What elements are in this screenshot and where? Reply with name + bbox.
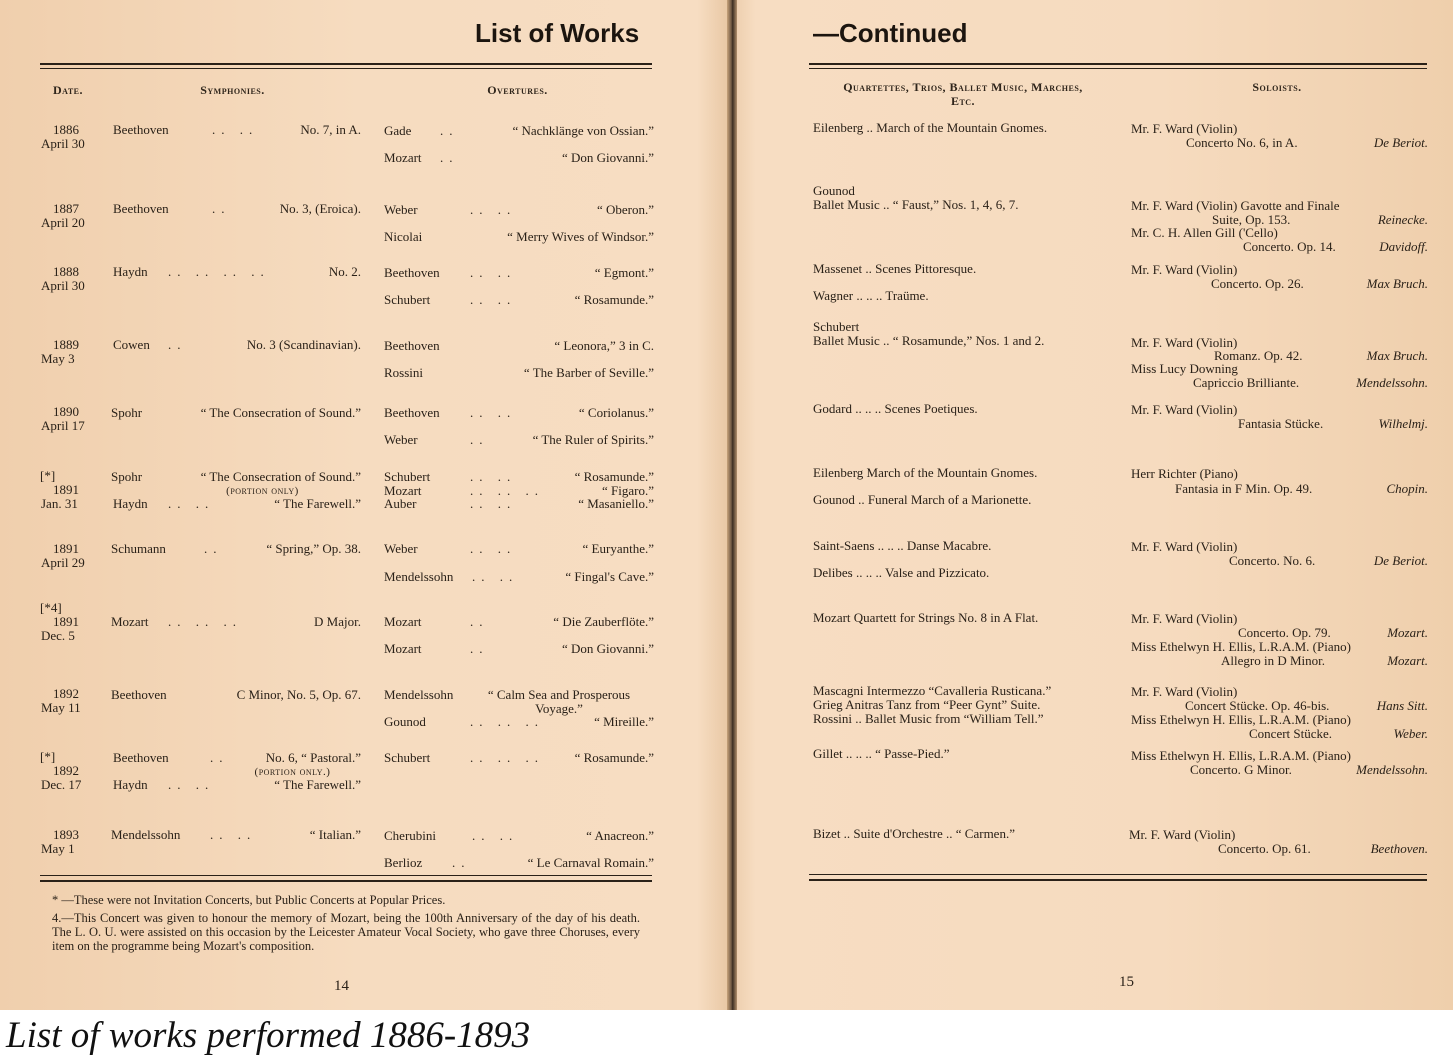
soloist-composer: Max Bruch.	[1366, 276, 1428, 291]
soloist-piece: Fantasia in F Min. Op. 49.	[1175, 481, 1313, 496]
overture-work: “ Anacreon.”	[586, 828, 654, 843]
overture-composer: Mendelssohn	[384, 687, 454, 702]
work-line: Mozart Quartett for Strings No. 8 in A Flat.	[813, 610, 1039, 625]
symphony-work: “ The Farewell.”	[274, 496, 361, 511]
soloist-piece: Suite, Op. 153.	[1212, 212, 1291, 227]
overture-work: “ Nachklänge von Ossian.”	[512, 123, 654, 138]
concert-day: Dec. 17	[41, 777, 82, 792]
symphony-composer: Spohr	[111, 469, 143, 484]
concert-day: Jan. 31	[41, 496, 78, 511]
concert-day: April 30	[41, 278, 85, 293]
page-number: 15	[1119, 974, 1134, 990]
symphony-composer: Haydn	[113, 777, 148, 792]
overture-composer: Cherubini	[384, 828, 436, 843]
work-line: Eilenberg March of the Mountain Gnomes.	[813, 465, 1038, 480]
soloist-composer: Weber.	[1393, 726, 1428, 741]
symphony-work: “ Spring,” Op. 38.	[266, 541, 361, 556]
concert-year: 1886	[53, 122, 79, 137]
work-line: Gounod	[813, 183, 855, 198]
overture-composer: Mozart	[384, 614, 422, 629]
concert-day: May 1	[41, 841, 75, 856]
work-line: Grieg Anitras Tanz from “Peer Gynt” Suite.	[813, 697, 1041, 712]
soloist-piece: Concerto. Op. 26.	[1211, 276, 1304, 291]
soloist-piece: Concerto No. 6, in A.	[1186, 135, 1298, 150]
concert-day: April 20	[41, 215, 85, 230]
concert-mark: [*4]	[40, 600, 62, 615]
overture-composer: Beethoven	[384, 405, 440, 420]
work-line: Delibes .. .. .. Valse and Pizzicato.	[813, 565, 990, 580]
concert-year: 1890	[53, 404, 79, 419]
overture-composer: Schubert	[384, 469, 431, 484]
concert-mark: [*]	[40, 749, 56, 764]
header-rule-thin	[809, 68, 1427, 69]
overture-work: “ Don Giovanni.”	[561, 641, 654, 656]
work-line: Gounod .. Funeral March of a Marionette.	[813, 492, 1032, 507]
column-header-symphonies: Symphonies.	[200, 83, 265, 97]
symphony-work: No. 7, in A.	[300, 122, 361, 137]
page-number: 14	[334, 978, 349, 994]
overture-work: “ Euryanthe.”	[582, 541, 654, 556]
soloist-name: Mr. F. Ward (Violin)	[1129, 827, 1236, 842]
concert-day: Dec. 5	[41, 628, 75, 643]
soloist-piece: Concerto. Op. 61.	[1218, 841, 1311, 856]
symphony-work: “ The Farewell.”	[274, 777, 361, 792]
image-caption: List of works performed 1886-1893	[6, 1015, 531, 1056]
symphony-work: C Minor, No. 5, Op. 67.	[236, 687, 361, 702]
soloist-name: Mr. F. Ward (Violin)	[1131, 262, 1238, 277]
work-line: Ballet Music .. “ Faust,” Nos. 1, 4, 6, 7.	[813, 197, 1019, 212]
symphony-composer: Haydn	[113, 264, 148, 279]
work-line: Godard .. .. .. Scenes Poetiques.	[813, 401, 978, 416]
soloist-name: Mr. F. Ward (Violin)	[1131, 684, 1238, 699]
soloist-name: Mr. F. Ward (Violin)	[1131, 121, 1238, 136]
overture-composer: Weber	[384, 541, 418, 556]
work-line: Rossini .. Ballet Music from “William Tell.”	[813, 711, 1044, 726]
overture-composer: Gounod	[384, 714, 426, 729]
overture-work: “ Coriolanus.”	[578, 405, 654, 420]
soloist-piece: Concerto. G Minor.	[1190, 762, 1292, 777]
symphony-work: D Major.	[314, 614, 361, 629]
symphony-work: “ The Consecration of Sound.”	[200, 469, 361, 484]
work-line: Eilenberg .. March of the Mountain Gnomes.	[813, 120, 1048, 135]
overture-composer: Weber	[384, 202, 418, 217]
symphony-work: No. 6, “ Pastoral.”	[265, 750, 361, 765]
overture-work: “ Die Zauberflöte.”	[553, 614, 654, 629]
overture-composer: Schubert	[384, 292, 431, 307]
soloist-piece: Concerto. Op. 79.	[1238, 625, 1331, 640]
column-header-soloists: Soloists.	[1252, 80, 1302, 94]
overture-work: “ Rosamunde.”	[574, 469, 654, 484]
header-rule	[809, 63, 1427, 65]
symphony-work: No. 3, (Eroica).	[279, 201, 361, 216]
column-header-overtures: Overtures.	[487, 83, 548, 97]
soloist-composer: Mozart.	[1387, 653, 1428, 668]
book-gutter	[727, 0, 737, 1010]
work-line: Ballet Music .. “ Rosamunde,” Nos. 1 and 2.	[813, 333, 1045, 348]
soloist-composer: Max Bruch.	[1366, 348, 1428, 363]
soloist-name: Mr. F. Ward (Violin)	[1131, 402, 1238, 417]
concert-day: April 17	[41, 418, 85, 433]
symphony-composer: Beethoven	[111, 687, 167, 702]
symphony-composer: Spohr	[111, 405, 143, 420]
soloist-piece: Concerto. Op. 14.	[1243, 239, 1336, 254]
soloist-piece: Romanz. Op. 42.	[1214, 348, 1303, 363]
soloist-name: Miss Ethelwyn H. Ellis, L.R.A.M. (Piano)	[1131, 712, 1351, 727]
symphony-composer: Beethoven	[113, 122, 169, 137]
overture-work: “ Merry Wives of Windsor.”	[507, 229, 654, 244]
work-line: Massenet .. Scenes Pittoresque.	[813, 261, 977, 276]
symphony-note: (portion only)	[226, 485, 299, 497]
concert-year: 1891	[53, 614, 79, 629]
work-line: Bizet .. Suite d'Orchestre .. “ Carmen.”	[813, 826, 1015, 841]
header-rule	[40, 63, 652, 65]
symphony-composer: Cowen	[113, 337, 150, 352]
overture-work: “ Don Giovanni.”	[561, 150, 654, 165]
concert-year: 1887	[53, 201, 79, 216]
overture-composer: Gade	[384, 123, 412, 138]
soloist-name: Mr. F. Ward (Violin)	[1131, 335, 1238, 350]
soloist-piece: Capriccio Brilliante.	[1193, 375, 1300, 390]
soloist-name: Miss Ethelwyn H. Ellis, L.R.A.M. (Piano)	[1131, 748, 1351, 763]
soloist-name: Herr Richter (Piano)	[1131, 466, 1238, 481]
overture-work: “ Masaniello.”	[578, 496, 654, 511]
overture-composer: Nicolai	[384, 229, 423, 244]
soloist-name: Mr. C. H. Allen Gill ('Cello)	[1131, 225, 1278, 240]
symphony-composer: Schumann	[111, 541, 166, 556]
soloist-composer: Davidoff.	[1379, 239, 1428, 254]
soloist-name: Miss Lucy Downing	[1131, 361, 1238, 376]
overture-composer: Mozart	[384, 483, 422, 498]
overture-work: “ The Ruler of Spirits.”	[532, 432, 654, 447]
soloist-composer: Beethoven.	[1370, 841, 1428, 856]
overture-composer: Rossini	[384, 365, 424, 380]
column-header-date: Date.	[52, 83, 84, 97]
symphony-work: No. 3 (Scandinavian).	[246, 337, 361, 352]
footer-rule	[809, 879, 1427, 881]
symphony-composer: Mozart	[111, 614, 149, 629]
soloist-piece: Fantasia Stücke.	[1238, 416, 1324, 431]
concert-year: 1892	[53, 763, 79, 778]
concert-day: May 3	[41, 351, 75, 366]
soloist-name: Miss Ethelwyn H. Ellis, L.R.A.M. (Piano)	[1131, 639, 1351, 654]
symphony-composer: Beethoven	[113, 201, 169, 216]
footer-rule-thin	[40, 875, 652, 876]
footer-rule	[40, 880, 652, 882]
work-line: Mascagni Intermezzo “Cavalleria Rusticana.”	[813, 683, 1052, 698]
symphony-composer: Haydn	[113, 496, 148, 511]
symphony-composer: Beethoven	[113, 750, 169, 765]
soloist-composer: Wilhelmj.	[1378, 416, 1428, 431]
footnote: * —These were not Invitation Concerts, but Public Concerts at Popular Prices.	[52, 893, 446, 907]
overture-composer: Beethoven	[384, 265, 440, 280]
header-rule-thin	[40, 68, 652, 69]
concert-mark: [*]	[40, 468, 56, 483]
page-title: List of Works	[475, 18, 640, 48]
symphony-work: “ The Consecration of Sound.”	[200, 405, 361, 420]
soloist-composer: Hans Sitt.	[1376, 698, 1428, 713]
overture-work: “ Le Carnaval Romain.”	[527, 855, 654, 870]
soloist-piece: Allegro in D Minor.	[1221, 653, 1325, 668]
soloist-composer: Mendelssohn.	[1356, 762, 1428, 777]
soloist-name: Mr. F. Ward (Violin)	[1131, 611, 1238, 626]
overture-composer: Mendelssohn	[384, 569, 454, 584]
footnote: 4.—This Concert was given to honour the memory of Mozart, being the 100th Anniversary of the day of his death. The L. O. U. were assisted on this occasion by the Leicester Amateur Vocal Society, who gave three Choruses, every item on the programme being Mozart's composition.	[52, 911, 640, 953]
concert-year: 1889	[53, 337, 79, 352]
left-page: List of Works Date. Symphonies. Overtures. 1886 April 30 Beethoven No. 7, in A. Gade “ Nachklänge von Ossian.” Mozart “ Don Giovanni.” 1887 April 20 Beethoven No. 3, (Eroica). Weber “ Oberon.” Nicolai “ Merry Wives of Windsor.” 1888 April 30 Haydn No. 2. Beethoven “ Egmont.” Schubert “ Rosamunde.” 1889 May 3 Cowen No. 3 (Scandinavian). Beethoven “ Leonora,” 3 in C. Rossini “ The Barber of Seville.” 1890 April 17 Spohr “ The Consecration of Sound.” Beethoven “ Coriolanus.” Weber “ The Ruler of Spirits.” [*] 1891 Jan. 31 Spohr “ The Consecration of Sound.” (portion only) Haydn “ The Farewell.” Schubert “ Rosamunde.” Mozart “ Figaro.” Auber “ Masaniello.” 1891 April 29 Schumann “ Spring,” Op. 38. Weber “ Euryanthe.” Mendelssohn “ Fingal's Cave.” [*4] 1891 Dec. 5 Mozart D Major. Mozart “ Die Zauberflöte.” Mozart “ Don Giovanni.” 1892 May 11 Beethoven C Minor, No. 5, Op. 67. Mendelssohn “ Calm Sea and Prosperous Voyage.” Gounod “ Mireille.” [*] 1892 Dec. 17 Beethoven No. 6, “ Pastoral.” (portion only.) Haydn “ The Farewell.” Schubert “ Rosamunde.” 1893 May 1 Mendelssohn “ Italian.” Cherubini “ Anacreon.” Berlioz “ Le Carnaval Romain.” .. .. .. .. .. .. .. .. .. .. .. .. .. .. .. .. .. .. .. .. .. .. .. .. .. .. .. .. .. .. .. .. .. .. .. .. .. .. .. .. .. .. .. .. .. .. .. .. .. .. .. .. * —These were not Invitation Concerts, but Public Concerts at Popular Prices. 4.—This Concert was given to honour the memory of Mozart, being the 100th Anniversary of the day of his death. The L. O. U. were assisted on this occasion by the Leicester Amateur Vocal Society, who gave three Choruses, every item on the programme being Mozart's composition. 14	[40, 18, 654, 994]
soloist-piece: Concerto. No. 6.	[1229, 553, 1316, 568]
work-line: Wagner .. .. .. Traüme.	[813, 288, 929, 303]
overture-composer: Auber	[384, 496, 417, 511]
concert-day: May 11	[41, 700, 81, 715]
soloist-piece: Concert Stücke. Op. 46-bis.	[1185, 698, 1330, 713]
overture-work: “ Oberon.”	[596, 202, 654, 217]
concert-year: 1888	[53, 264, 79, 279]
concert-year: 1891	[53, 541, 79, 556]
column-header-quartettes: Quartettes, Trios, Ballet Music, Marches, Etc.	[843, 80, 1083, 108]
symphony-work: No. 2.	[328, 264, 361, 279]
soloist-name: Mr. F. Ward (Violin)	[1131, 539, 1238, 554]
overture-work: “ Fingal's Cave.”	[565, 569, 654, 584]
concert-day: April 29	[41, 555, 85, 570]
overture-work: “ Egmont.”	[594, 265, 654, 280]
overture-work: “ Rosamunde.”	[574, 750, 654, 765]
soloist-composer: Reinecke.	[1377, 212, 1428, 227]
concert-day: April 30	[41, 136, 85, 151]
overture-work: “ Calm Sea and Prosperous Voyage.”	[487, 687, 631, 716]
overture-work: “ The Barber of Seville.”	[523, 365, 654, 380]
work-line: Gillet .. .. .. “ Passe-Pied.”	[813, 746, 950, 761]
soloist-composer: Mendelssohn.	[1356, 375, 1428, 390]
overture-composer: Mozart	[384, 150, 422, 165]
overture-composer: Schubert	[384, 750, 431, 765]
work-line: Saint-Saens .. .. .. Danse Macabre.	[813, 538, 992, 553]
overture-composer: Weber	[384, 432, 418, 447]
concert-year: 1891	[53, 482, 79, 497]
soloist-composer: Mozart.	[1387, 625, 1428, 640]
symphony-note: (portion only.)	[254, 766, 331, 778]
soloist-composer: De Beriot.	[1373, 135, 1428, 150]
overture-composer: Mozart	[384, 641, 422, 656]
symphony-work: “ Italian.”	[309, 827, 361, 842]
overture-work: “ Leonora,” 3 in C.	[554, 338, 654, 353]
overture-work: “ Rosamunde.”	[574, 292, 654, 307]
concert-year: 1892	[53, 686, 79, 701]
work-line: Schubert	[813, 319, 860, 334]
soloist-name: Mr. F. Ward (Violin) Gavotte and Finale	[1131, 198, 1340, 213]
symphony-composer: Mendelssohn	[111, 827, 181, 842]
page-title: —Continued	[813, 18, 968, 48]
overture-composer: Berlioz	[384, 855, 423, 870]
overture-work: “ Mireille.”	[594, 714, 654, 729]
overture-work: “ Figaro.”	[602, 483, 654, 498]
footer-rule-thin	[809, 874, 1427, 875]
concert-year: 1893	[53, 827, 79, 842]
right-page	[737, 0, 1453, 1010]
soloist-piece: Concert Stücke.	[1249, 726, 1333, 741]
soloist-composer: Chopin.	[1386, 481, 1428, 496]
soloist-composer: De Beriot.	[1373, 553, 1428, 568]
overture-composer: Beethoven	[384, 338, 440, 353]
